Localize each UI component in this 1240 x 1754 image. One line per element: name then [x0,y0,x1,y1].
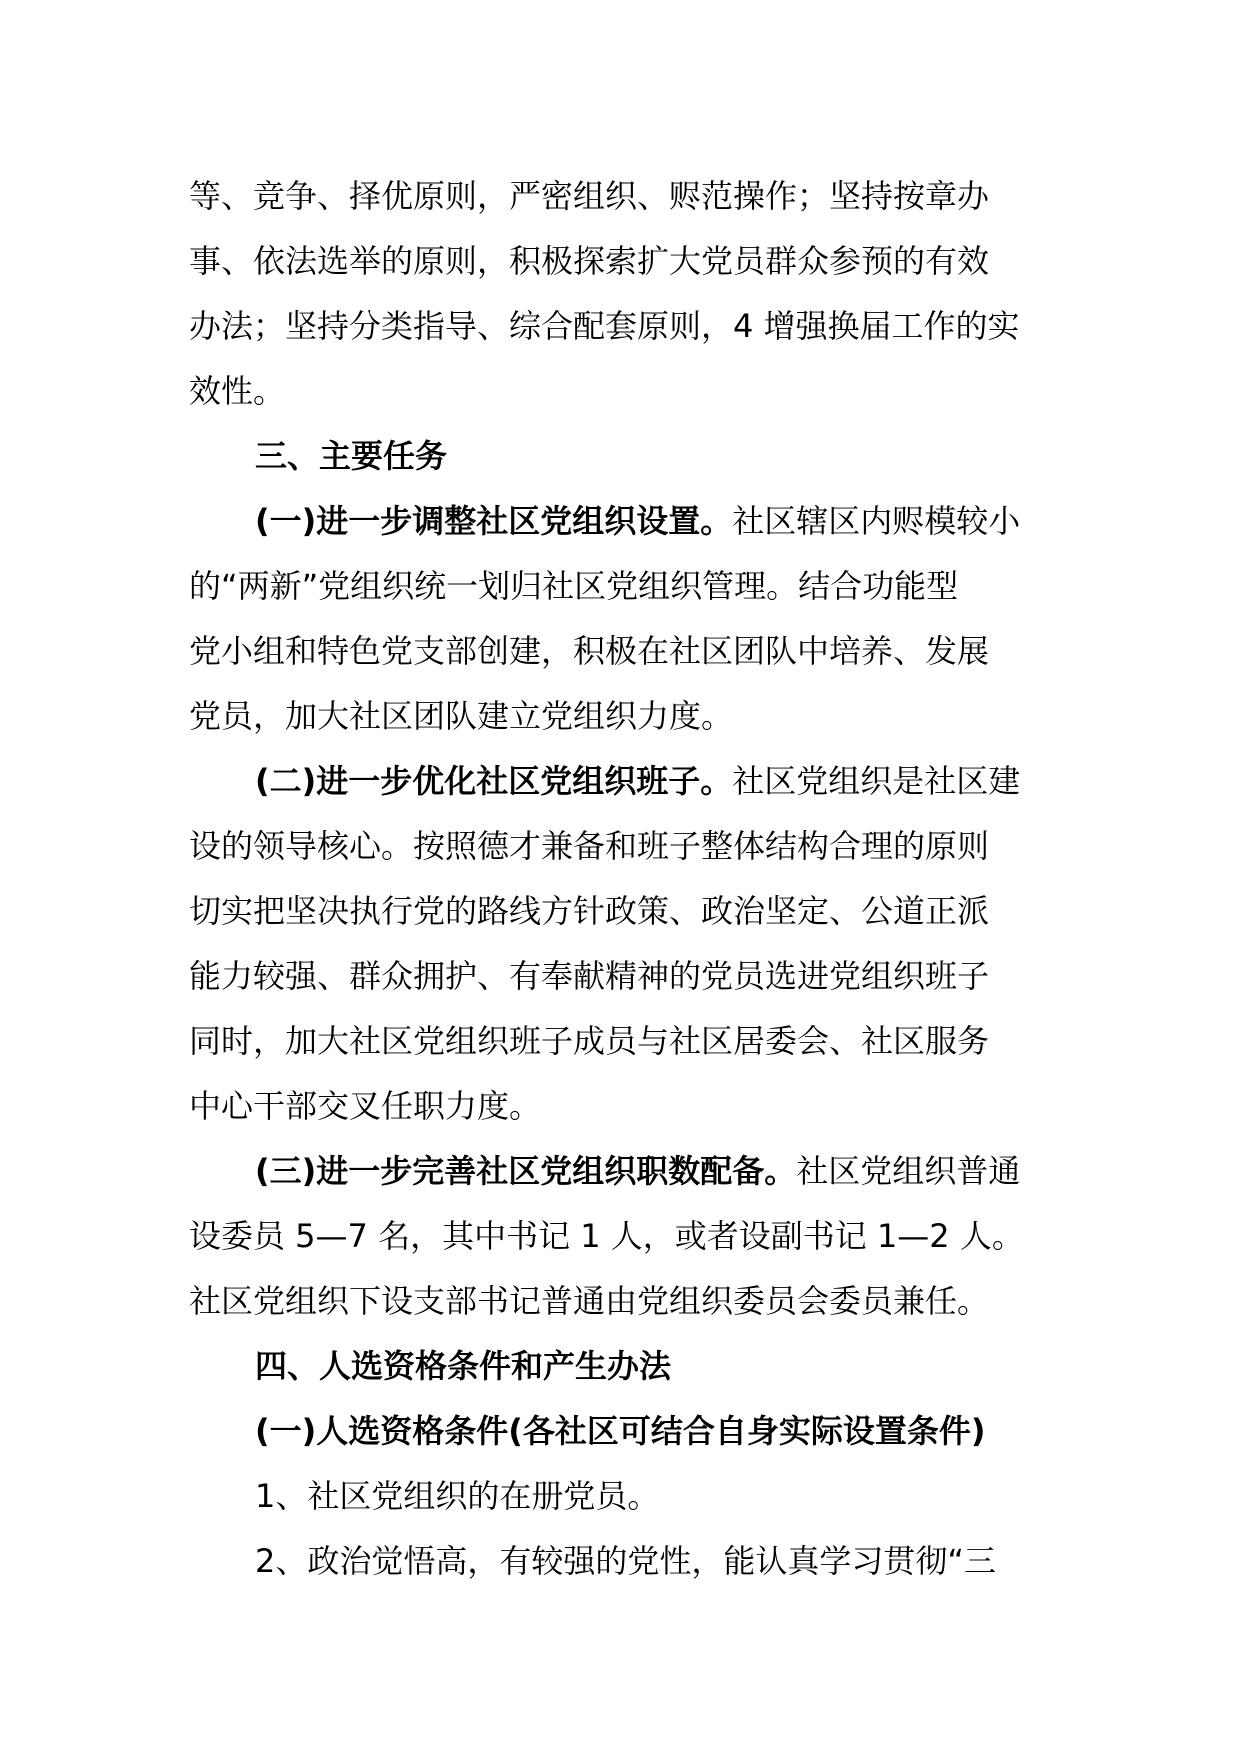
text-line-13 [189,956,989,996]
text-run: 中心干部交叉任职力度。 [189,1087,542,1125]
text-run: 1、社区党组织的在册党员。 [255,1477,660,1515]
text-run: 同时，加大社区党组织班子成员与社区居委会、社区服务 [189,1022,990,1060]
text-line-16 [255,1151,1020,1191]
text-run: 设委员 5—7 名，其中书记 1 人，或者设副书记 1—2 人。 [189,1217,1024,1255]
subheading-text: (二)进一步优化社区党组织班子。 [255,762,733,800]
text-run: 社区党组织是社区建 [732,762,1021,800]
text-run: 事、依法选举的原则，积极探索扩大党员群众参预的有效 [189,242,990,280]
text-run: 等、竞争、择优原则，严密组织、赆范操作；坚持按章办 [189,177,990,215]
text-run: 社区党组织普通 [796,1152,1021,1190]
subheading-text: (三)进一步完善社区党组织职数配备。 [255,1152,797,1190]
text-run: 办法；坚持分类指导、综合配套原则，4 增强换届工作的实 [189,307,1020,345]
text-line-3 [189,306,1020,346]
text-run: 的“两新”党组织统一划归社区党组织管理。结合功能型 [189,567,959,605]
text-run: 效性。 [189,372,286,410]
text-run: 社区辖区内赆模较小 [732,502,1021,540]
text-line-7 [189,566,958,606]
text-run: 能力较强、群众拥护、有奉献精神的党员选进党组织班子 [189,957,990,995]
section-heading-main-tasks [255,436,447,476]
list-item-1 [255,1476,659,1516]
list-item-2 [255,1541,996,1581]
text-line-17 [189,1216,1024,1256]
text-line-11 [189,826,989,866]
text-line-6 [255,501,1020,541]
text-line-14 [189,1021,989,1061]
text-line-10 [255,761,1020,801]
text-run: 社区党组织下设支部书记普通由党组织委员会委员兼任。 [189,1282,990,1320]
text-run: 切实把坚决执行党的路线方针政策、政治坚定、公道正派 [189,892,990,930]
text-line-18 [189,1281,989,1321]
text-line-15 [189,1086,541,1126]
text-run: 2、政治觉悟高，有较强的党性，能认真学习贯彻“三 [255,1542,996,1580]
text-run: 设的领导核心。按照德才兼备和班子整体结构合理的原则 [189,827,990,865]
text-line-2 [189,241,989,281]
section-heading-candidate-qualifications [255,1346,671,1386]
text-line-4 [189,371,285,411]
text-line-8 [189,631,989,671]
heading-text: 三、主要任务 [255,437,448,475]
text-line-12 [189,891,989,931]
text-run: 党员，加大社区团队建立党组织力度。 [189,697,734,735]
subheading-text: (一)人选资格条件(各社区可结合自身实际设置条件) [255,1412,986,1450]
text-line-9 [189,696,733,736]
subheading-text: (一)进一步调整社区党组织设置。 [255,502,733,540]
text-line-1 [189,176,989,216]
heading-text: 四、人选资格条件和产生办法 [255,1347,672,1385]
subheading-candidate-conditions [255,1411,986,1451]
text-run: 党小组和特色党支部创建，积极在社区团队中培养、发展 [189,632,990,670]
